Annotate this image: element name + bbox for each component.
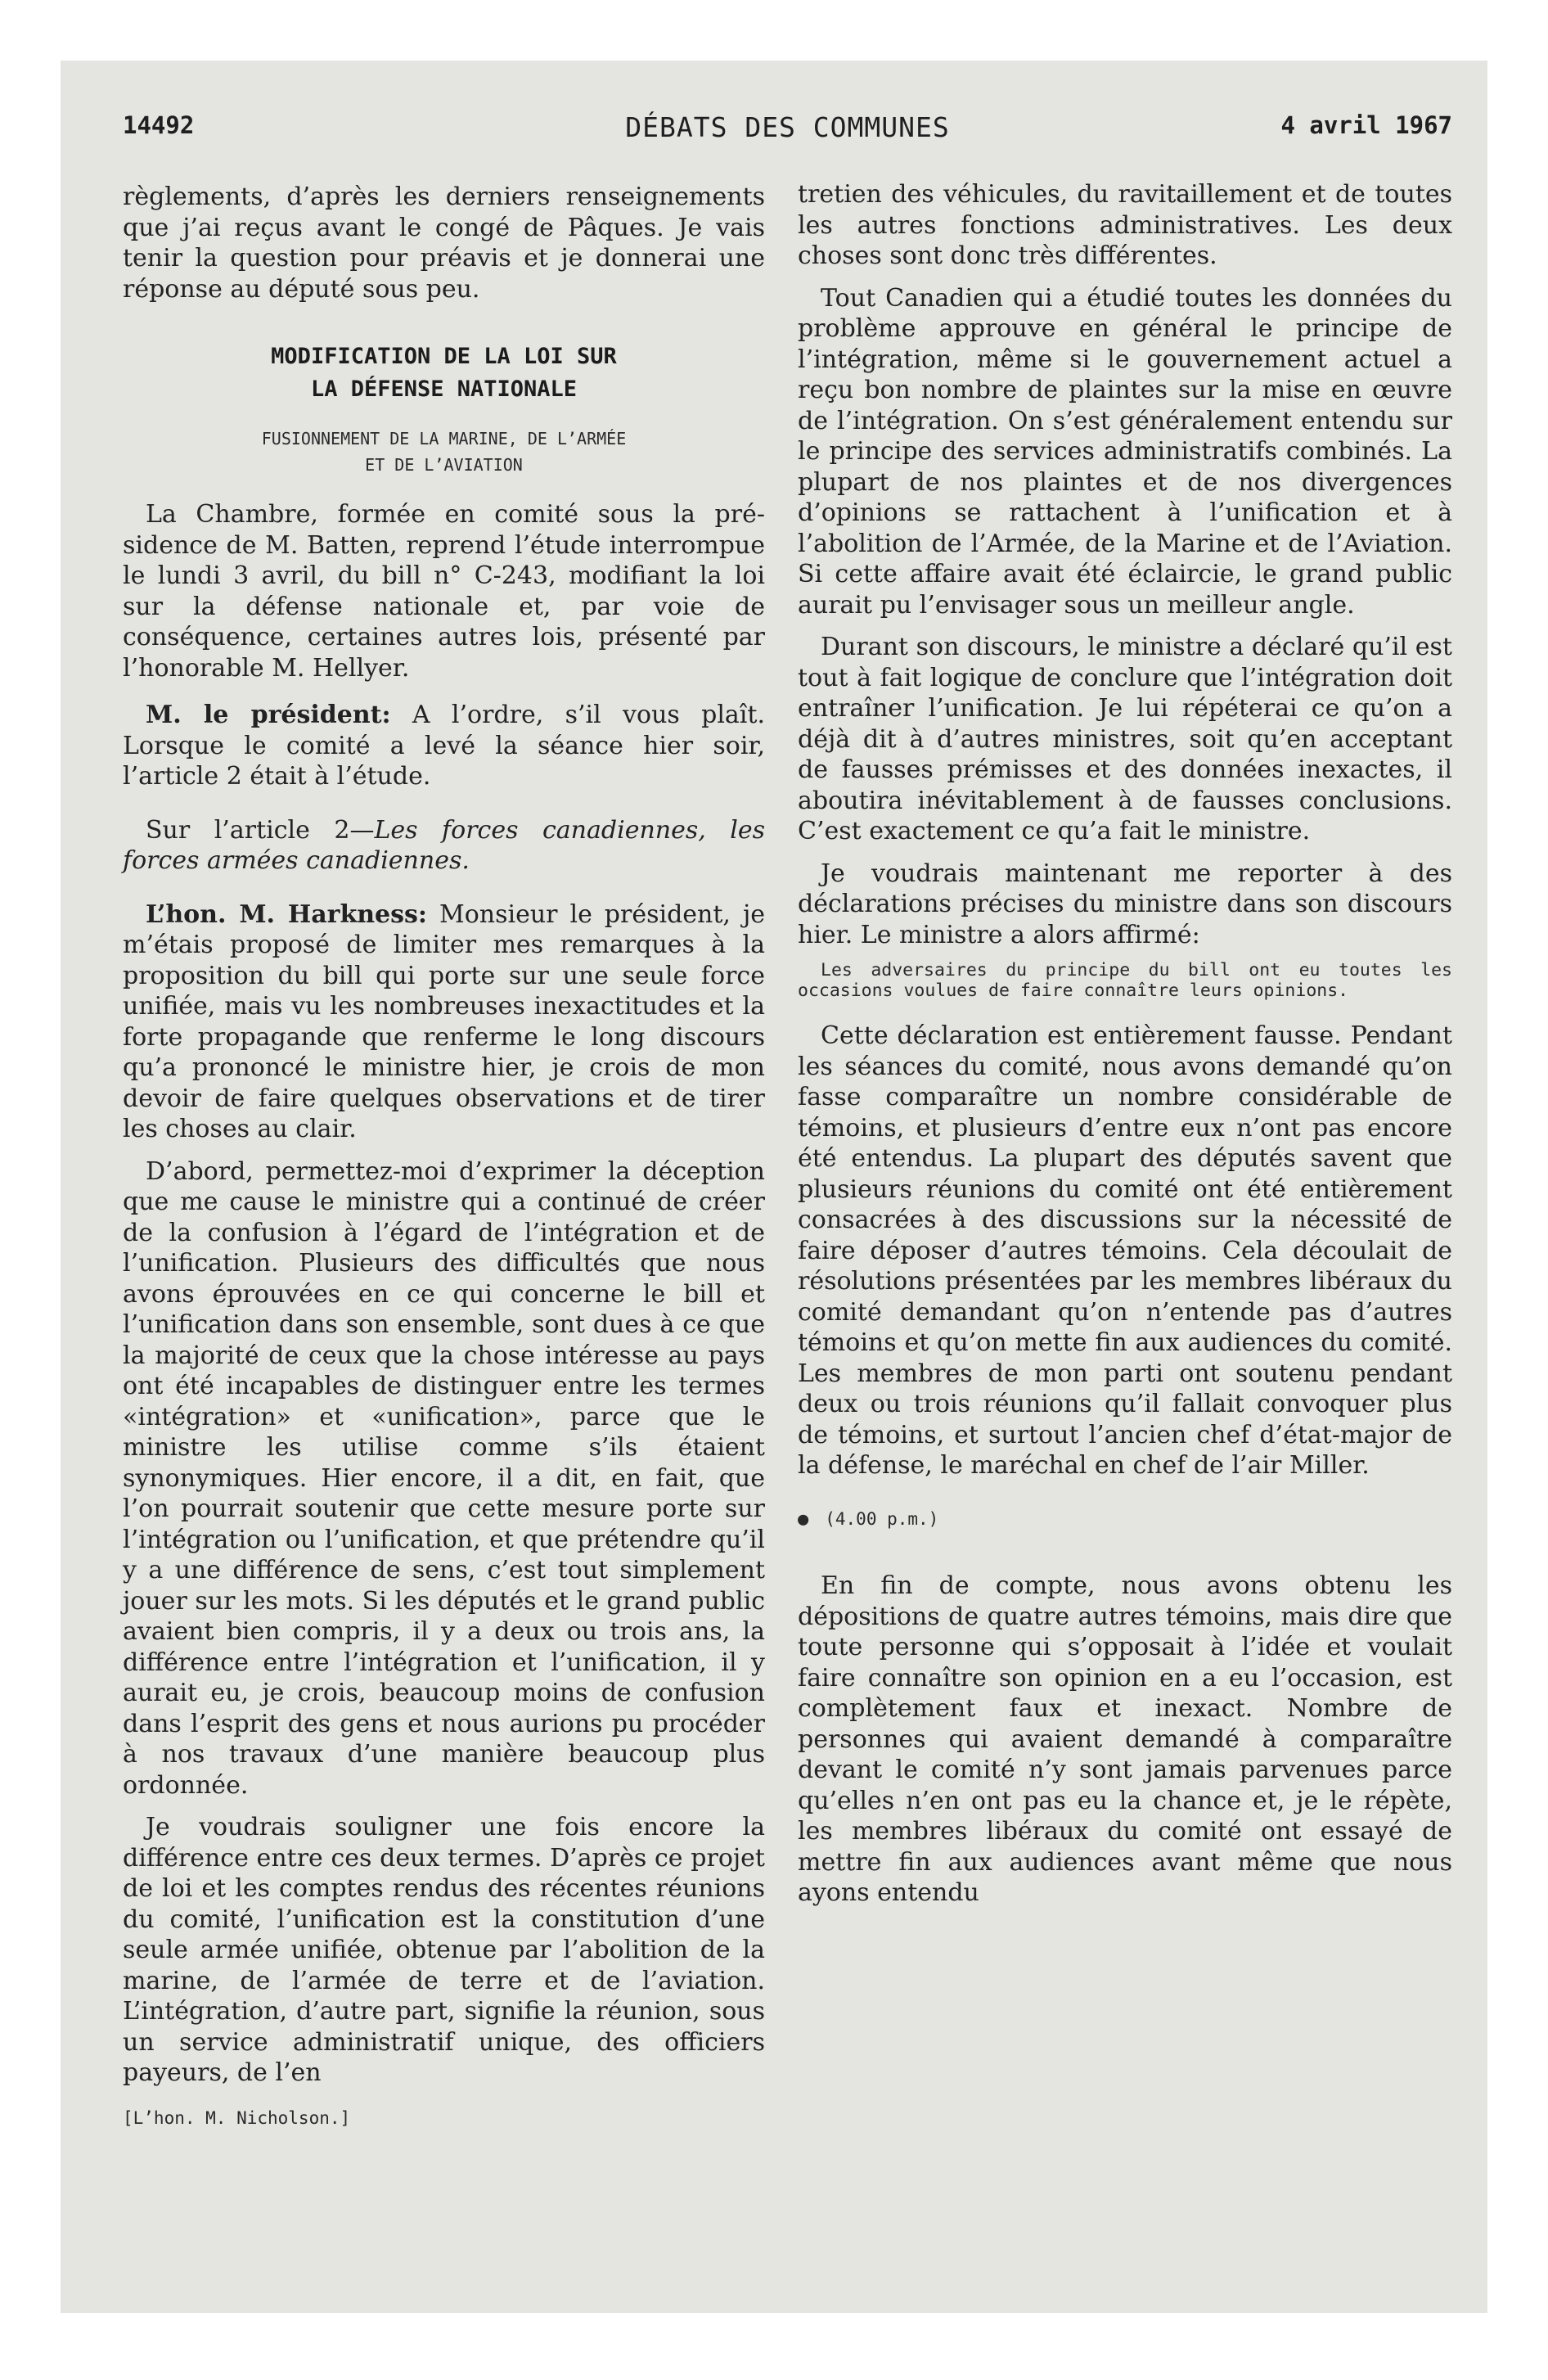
publication-title: DÉBATS DES COMMUNES — [625, 111, 950, 143]
article-title: Les forces canadiennes, les forces armées canadiennes. — [123, 815, 766, 875]
section-title-line: MODIFICATION DE LA LOI SUR — [271, 344, 617, 369]
speaker-name: L’hon. M. Harkness: — [146, 899, 427, 929]
section-subtitle-line: FUSIONNEMENT DE LA MARINE, DE L’ARMÉE — [261, 429, 627, 449]
paragraph: La Chambre, formée en comité sous la présidence de M. Batten, reprend l’étude interrompue le lundi 3 avril, du bill n° C-243, modifiant la loi sur la défense nationale et, par voie de conséquence, certaines autres lois, présenté par l’honorable M. Hellyer. — [123, 500, 765, 683]
time-marker — [798, 1504, 1452, 1535]
right-column — [798, 179, 1452, 1909]
paragraph: Tout Canadien qui a étudié toutes les données du problème approuve en général le principe de l’intégration, même si le gouvernement actuel a reçu bon nombre de plaintes sur la mise en œuvre de l’intégration. On s’est généralement entendu sur le principe des services administratifs combinés. La plupart de nos plaintes et de nos divergences d’opinions se rattachent à l’unification et à l’abolition de l’Armée, de la Marine et de l’Aviation. Si cette affaire avait été éclaircie, le grand public aurait pu l’envisager sous un meilleur angle. — [798, 283, 1452, 620]
paragraph: Je voudrais maintenant me reporter à des déclarations précises du ministre dans son discours hier. Le ministre a alors affirmé: — [798, 859, 1452, 949]
section-title-line: LA DÉFENSE NATIONALE — [310, 376, 578, 402]
paragraph: D’abord, permettez-moi d’exprimer la déception que me cause le ministre qui a continué de créer de la confusion à l’égard de l’intégration et de l’unification. Plusieurs des difficultés que nous avons éprouvées en ce qui concerne le bill et l’unification dans son ensemble, sont dues à ce que la majorité de ceux que la chose intéresse au pays ont été incapables de distinguer entre les termes «intégration» et «unification», parce que le ministre les utilise comme s’ils étaient synonymiques. Hier encore, il a dit, en fait, que l’on pourrait soutenir que cette mesure porte sur l’intégration ou l’unification, et que prétendre qu’il y a une différence de sens, c’est tout simplement jouer sur les mots. Si les députés et le grand public avaient bien compris, il y a deux ou trois ans, la différence entre l’intégration et l’unification, il y aurait eu, je crois, beaucoup moins de confusion dans l’esprit des gens et nous aurions pu procéder à nos travaux d’une manière beaucoup plus ordonnée. — [123, 1156, 765, 1800]
issue-date: 4 avril 1967 — [1280, 111, 1452, 139]
page-header — [123, 111, 1452, 152]
paragraph: Cette déclaration est entièrement fausse. Pendant les séances du comité, nous avons demandé qu’on fasse comparaître un nombre considérable de témoins, et plusieurs d’entre eux n’ont pas encore été entendus. La plupart des députés savent que plusieurs réunions du comité ont été entièrement consacrées à des discussions sur la nécessité de faire déposer d’autres témoins. Cela découlait de résolutions présentées par les membres libéraux du comité demandant qu’on n’entende pas d’autres témoins et qu’on mette fin aux audiences du comité. Les membres de mon parti ont soutenu pendant deux ou trois réunions qu’il fallait convoquer plus de témoins, et surtout l’ancien chef d’état-major de la défense, le maréchal en chef de l’air Miller. — [798, 1021, 1452, 1480]
section-title — [123, 340, 765, 406]
article-paragraph — [123, 815, 765, 877]
time-text: (4.00 p.m.) — [825, 1508, 939, 1529]
speaker-name: M. le président: — [146, 701, 391, 729]
speaker-footnote: [L’hon. M. Nicholson.] — [123, 2107, 351, 2128]
paragraph: tretien des véhicules, du ravitaillement et de toutes les autres fonctions administratives. Les deux choses sont donc très différentes. — [798, 180, 1452, 270]
block-quote: Les adversaires du principe du bill ont eu toutes les occasions voulues de faire connaître leurs opinions. — [798, 960, 1452, 1001]
speech-paragraph — [123, 700, 765, 792]
speech-text: Monsieur le président, je m’étais proposé de limiter mes remarques à la proposition du bill qui porte sur une seule force unifiée, mais vu les nombreuses inexactitudes et la forte propagande que renferme le long discours qu’a prononcé le ministre hier, je crois de mon devoir de faire quelques observations et de tirer les choses au clair. — [123, 899, 766, 1143]
paragraph: règlements, d’après les derniers renseignements que j’ai reçus avant le congé de Pâques. Je vais tenir la question pour préavis et je donnerai une réponse au député sous peu. — [123, 183, 765, 304]
paragraph: En fin de compte, nous avons obtenu les dépositions de quatre autres témoins, mais dire que toute personne qui s’opposait à l’idée et voulait faire connaître son opinion en a eu l’occasion, est complètement faux et inexact. Nombre de personnes qui avaient demandé à comparaître devant le comité n’y sont jamais parvenues parce qu’elles n’en ont pas eu la chance et, je le répète, les membres libéraux du comité ont essayé de mettre fin aux audiences avant même que nous ayons entendu — [798, 1571, 1452, 1907]
section-subtitle-line: ET DE L’AVIATION — [365, 455, 523, 475]
paragraph: Durant son discours, le ministre a déclaré qu’il est tout à fait logique de conclure que l’intégration doit entraîner l’unification. Je lui répéterai ce qu’on a déjà dit à d’autres ministres, soit qu’en acceptant de fausses prémisses et des données inexactes, il aboutira inévitablement à de fausses conclusions. C’est exactement ce qu’a fait le ministre. — [798, 633, 1452, 845]
speech-paragraph — [123, 899, 765, 1145]
bullet-icon: ● — [798, 1508, 809, 1530]
article-label: Sur l’article 2— — [146, 815, 375, 845]
speech-text: A l’ordre, s’il vous plaît. Lorsque le comité a levé la séance hier soir, l’article 2 était à l’étude. — [123, 701, 765, 791]
page-number: 14492 — [123, 111, 195, 139]
section-subtitle — [123, 426, 765, 478]
left-column — [123, 182, 765, 2134]
paragraph: Je voudrais souligner une fois encore la différence entre ces deux termes. D’après ce projet de loi et les comptes rendus des récentes réunions du comité, l’unification est la constitution d’une seule armée unifiée, obtenue par l’abolition de la marine, de l’armée de terre et de l’aviation. L’intégration, d’autre part, signifie la réunion, sous un service administratif unique, des officiers payeurs, de l’en — [123, 1813, 765, 2087]
